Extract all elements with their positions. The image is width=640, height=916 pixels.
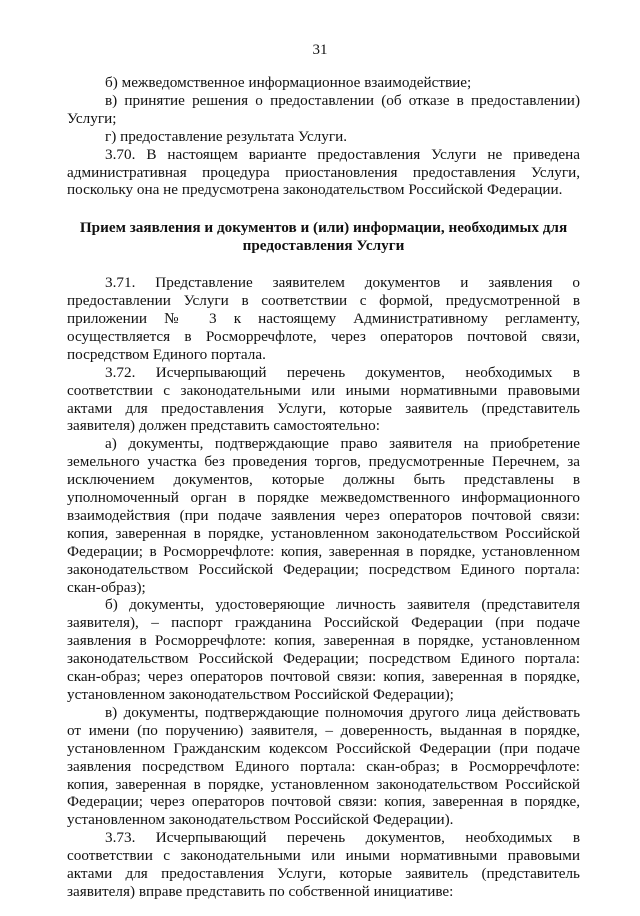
paragraph-3-73: 3.73. Исчерпывающий перечень документов, необходимых в соответствии с законодательными или иными нормативными правовыми актами для предоставления Услуги, которые заявитель (представитель заявителя) вправе представить по собственной инициативе: (67, 829, 580, 900)
paragraph-item-v: в) принятие решения о предоставлении (об отказе в предоставлении) Услуги; (67, 91, 580, 127)
paragraph-3-72-a: а) документы, подтверждающие право заявителя на приобретение земельного участка без проведения торгов, предусмотренные Перечнем, за исключением документов, которые должны быть представлены в уполномоченный орган в порядке межведомственного информационного взаимодействия (при подаче заявления через операторов почтовой связи: копия, заверенная в порядке, установленном законодательством Российской Федерации; в Росморречфлоте: копия, заверенная в порядке, установленном законодательством Российской Федерации; посредством Единого портала: скан-образ); (67, 435, 580, 596)
paragraph-3-72-v: в) документы, подтверждающие полномочия другого лица действовать от имени (по поручению) заявителя, – доверенность, выданная в порядке, установленном Гражданским кодексом Российской Федерации (при подаче заявления посредством Единого портала: скан-образ; в Росморречфлоте: копия, заверенная в порядке, установленном законодательством Российской Федерации; через операторов почтовой связи: копия, заверенная в порядке, установленном законодательством Российской Федерации). (67, 703, 580, 829)
paragraph-3-72: 3.72. Исчерпывающий перечень документов, необходимых в соответствии с законодательными или иными нормативными правовыми актами для предоставления Услуги, которые заявитель (представитель заявителя) должен представить самостоятельно: (67, 363, 580, 435)
paragraph-3-70: 3.70. В настоящем варианте предоставления Услуги не приведена административная процедура приостановления предоставления Услуги, поскольку она не предусмотрена законодательством Российской Федерации. (67, 145, 580, 199)
document-body (67, 74, 580, 901)
paragraph-item-g: г) предоставление результата Услуги. (105, 127, 348, 145)
page-number: 31 (312, 42, 328, 58)
paragraph-3-71: 3.71. Представление заявителем документов и заявления о предоставлении Услуги в соответствии с формой, предусмотренной в приложении № 3 к настоящему Административному регламенту, осуществляется в Росморречфлоте, через операторов почтовой связи, посредством Единого портала. (67, 274, 580, 363)
paragraph-3-72-b: б) документы, удостоверяющие личность заявителя (представителя заявителя), – паспорт гражданина Российской Федерации (при подаче заявления в Росморречфлоте: копия, заверенная в порядке, установленном законодательством Российской Федерации; посредством Единого портала: скан-образ; через операторов почтовой связи: копия, заверенная в порядке, установленном законодательством Российской Федерации); (67, 596, 580, 703)
paragraph-item-b: б) межведомственное информационное взаимодействие; (105, 74, 472, 91)
section-heading: Прием заявления и документов и (или) информации, необходимых для предоставления Услуги (79, 219, 568, 255)
